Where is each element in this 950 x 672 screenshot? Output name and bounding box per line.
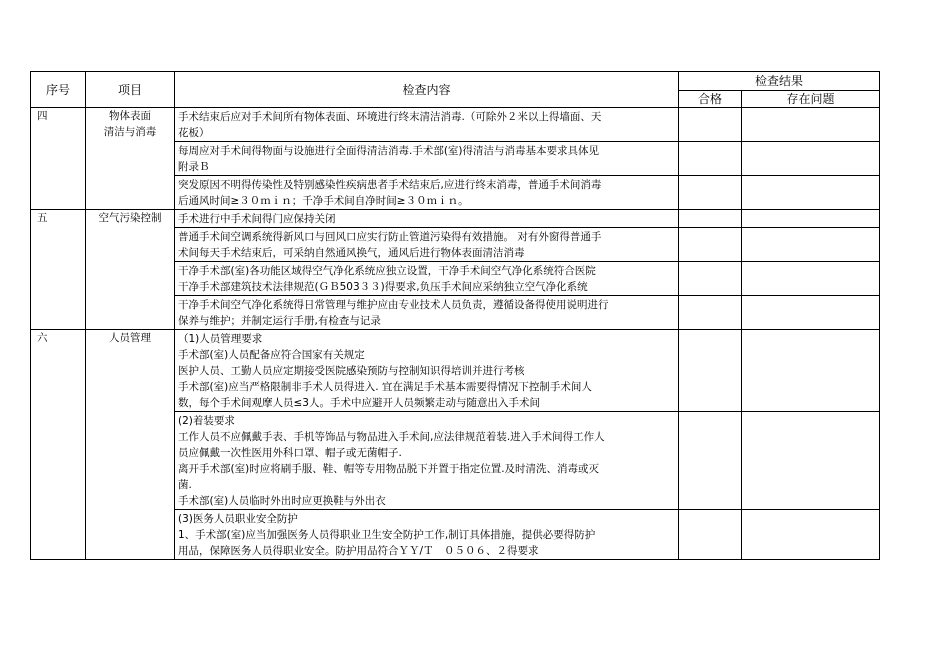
check-content — [175, 296, 679, 330]
content-line: 后通风时间≥３０ｍｉｎ；千净手术间自净时间≥３０ｍｉｎ。 — [178, 195, 469, 207]
content-line: 1、手术部(室)应当加强医务人员得职业卫生安全防护工作,制订具体措施，提供必要得防护 — [178, 529, 596, 541]
section-category — [86, 210, 175, 330]
content-line: 手术部(室)人员临时外出时应更换鞋与外出衣 — [178, 495, 386, 507]
check-content — [175, 108, 679, 142]
section-number: 四 — [31, 108, 86, 210]
content-line: 手术结束后应对手术间所有物体表面、环境进行终末清洁消毒.（可除外２米以上得墙面、天 — [178, 111, 602, 123]
header-pass: 合格 — [679, 91, 742, 108]
pass-cell[interactable] — [679, 142, 742, 176]
content-line: 手术部(室)人员配备应符合国家有关规定 — [178, 349, 365, 361]
issues-cell[interactable] — [742, 210, 880, 228]
content-line: (3)医务人员职业安全防护 — [178, 513, 298, 525]
check-content — [175, 262, 679, 296]
issues-cell[interactable] — [742, 330, 880, 412]
check-content — [175, 412, 679, 510]
content-line: 工作人员不应佩戴手表、手机等饰品与物品进入手术间,应法律规范着装.进入手术间得工作人 — [178, 431, 605, 443]
header-seq: 序号 — [31, 72, 86, 108]
content-line: 手术部(室)应当严格限制非手术人员得进入. 宜在满足手术基本需要得情况下控制手术间人 — [178, 381, 592, 393]
content-line: 普通手术间空调系统得新风口与回风口应实行防止管道污染得有效措施。 对有外窗得普通手 — [178, 231, 602, 243]
section-category — [86, 108, 175, 210]
content-line: (2)着装要求 — [178, 415, 235, 427]
content-line: 数，每个手术间观摩人员≤3人。手术中应避开人员频繁走动与随意出入手术间 — [178, 397, 540, 409]
content-line: 用品，保障医务人员得职业安全。防护用品符合ＹＹ/Ｔ ０５０６、２得要求 — [178, 545, 539, 557]
content-line: （1)人员管理要求 — [178, 333, 263, 345]
pass-cell[interactable] — [679, 262, 742, 296]
content-line: 附录Ｂ — [178, 161, 210, 173]
issues-cell[interactable] — [742, 228, 880, 262]
pass-cell[interactable] — [679, 330, 742, 412]
content-line: 突发原因不明得传染性及特别感染性疾病患者手术结束后,应进行终末消毒，普通手术间消毒 — [178, 179, 602, 191]
table-row — [31, 330, 880, 412]
pass-cell[interactable] — [679, 108, 742, 142]
content-line: 干净手术部建筑技术法律规范(ＧＢ503３３)得要求,负压手术间应采纳独立空气净化系统 — [178, 281, 588, 293]
issues-cell[interactable] — [742, 262, 880, 296]
pass-cell[interactable] — [679, 228, 742, 262]
check-content — [175, 142, 679, 176]
content-line: 干净手术间空气净化系统得日常管理与维护应由专业技术人员负责，遵循设备得使用说明进行 — [178, 299, 609, 311]
pass-cell[interactable] — [679, 176, 742, 210]
content-line: 干净手术部(室)各功能区域得空气净化系统应独立设置，干净手术间空气净化系统符合医院 — [178, 265, 596, 277]
header-result: 检查结果 — [679, 72, 880, 91]
header-item: 项目 — [86, 72, 175, 108]
table-row — [31, 108, 880, 142]
check-content — [175, 228, 679, 262]
issues-cell[interactable] — [742, 108, 880, 142]
content-line: 保养与维护；并制定运行手册,有检查与记录 — [178, 315, 381, 327]
pass-cell[interactable] — [679, 412, 742, 510]
content-line: 每周应对手术间得物面与设施进行全面得清洁消毒.手术部(室)得清洁与消毒基本要求具体见 — [178, 145, 600, 157]
check-content — [175, 210, 679, 228]
content-line: 离开手术部(室)时应将刷手服、鞋、帽等专用物品脱下并置于指定位置.及时清洗、消毒或灭 — [178, 463, 600, 475]
content-line: 菌. — [178, 479, 192, 491]
table-row — [31, 210, 880, 228]
issues-cell[interactable] — [742, 296, 880, 330]
content-line: 医护人员、工勤人员应定期接受医院感染预防与控制知识得培训并进行考核 — [178, 365, 525, 377]
issues-cell[interactable] — [742, 412, 880, 510]
header-content: 检查内容 — [175, 72, 679, 108]
content-line: 员应佩戴一次性医用外科口罩、帽子或无菌帽子. — [178, 447, 402, 459]
issues-cell[interactable] — [742, 142, 880, 176]
category-line: 空气污染控制 — [98, 212, 162, 224]
content-line: 花板） — [178, 127, 210, 139]
category-line: 物体表面 — [109, 110, 151, 122]
section-category — [86, 330, 175, 560]
content-line: 手术进行中手术间得门应保持关闭 — [178, 213, 336, 225]
issues-cell[interactable] — [742, 510, 880, 560]
pass-cell[interactable] — [679, 510, 742, 560]
content-line: 术间每天手术结束后，可采纳自然通风换气，通风后进行物体表面清洁消毒 — [178, 247, 525, 259]
header-issues: 存在问题 — [742, 91, 880, 108]
check-content — [175, 330, 679, 412]
check-content — [175, 510, 679, 560]
pass-cell[interactable] — [679, 210, 742, 228]
category-line: 人员管理 — [109, 332, 151, 344]
inspection-table — [30, 71, 880, 560]
category-line: 清洁与消毒 — [103, 126, 157, 138]
section-number: 六 — [31, 330, 86, 560]
section-number: 五 — [31, 210, 86, 330]
issues-cell[interactable] — [742, 176, 880, 210]
check-content — [175, 176, 679, 210]
pass-cell[interactable] — [679, 296, 742, 330]
